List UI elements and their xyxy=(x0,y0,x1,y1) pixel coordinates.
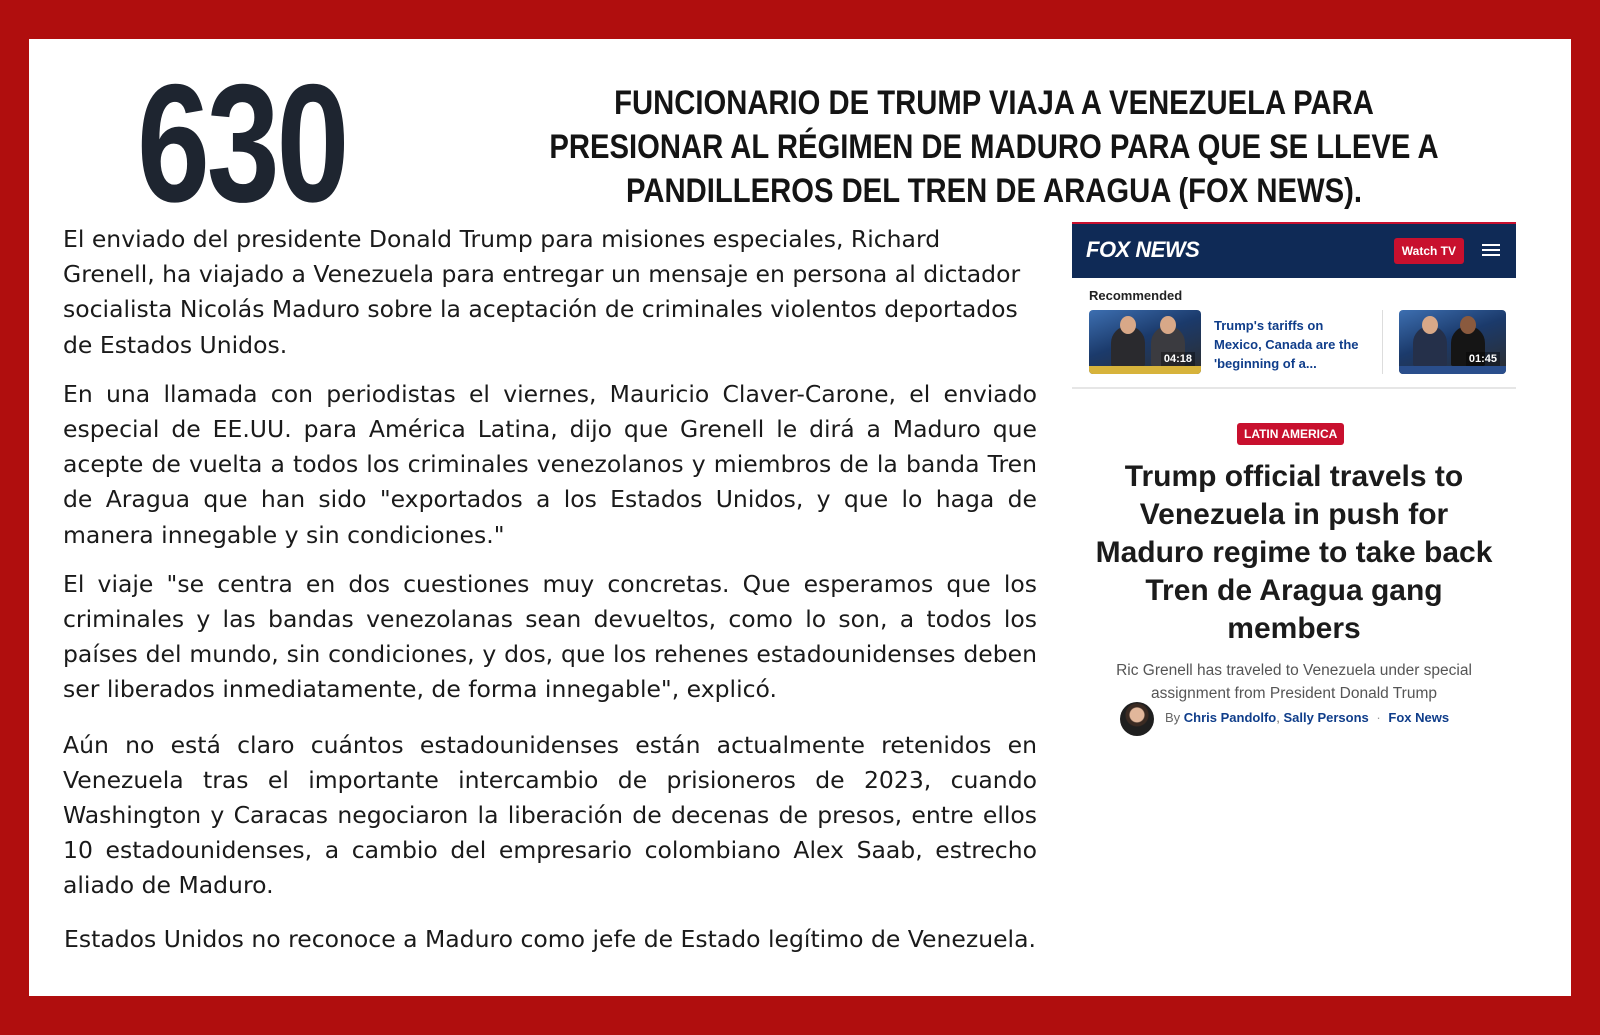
author-link[interactable]: Chris Pandolfo xyxy=(1183,710,1277,725)
recommended-row xyxy=(1072,310,1516,380)
author-link[interactable]: Sally Persons xyxy=(1283,710,1369,725)
watch-tv-button[interactable]: Watch TV xyxy=(1394,238,1464,264)
divider xyxy=(1072,387,1516,389)
fox-news-logo[interactable]: FOX NEWS xyxy=(1086,237,1200,262)
person-face xyxy=(1460,316,1476,334)
fox-article-subtitle: Ric Grenell has traveled to Venezuela under special assignment from President Donald Trump xyxy=(1116,662,1472,702)
recommended-video-title[interactable]: Trump's tariffs on Mexico, Canada are the 'beginning of a... xyxy=(1214,318,1359,371)
fox-news-screenshot xyxy=(1072,222,1516,762)
content-card xyxy=(29,39,1571,996)
person-face xyxy=(1120,316,1136,334)
byline xyxy=(1120,702,1480,738)
chyron-band xyxy=(1089,366,1201,374)
video-thumbnail[interactable] xyxy=(1399,310,1506,374)
article-paragraph: Estados Unidos no reconoce a Maduro como jefe de Estado legítimo de Venezuela. xyxy=(64,924,1036,953)
person-face xyxy=(1160,316,1176,334)
divider xyxy=(1382,310,1383,374)
article-paragraph: En una llamada con periodistas el viernes, Mauricio Claver-Carone, el enviado especial de EE.UU. para América Latina, dijo que Grenell le dirá a Maduro que acepte de vuelta a todos los criminales venezolanos y miembros de la banda Tren de Aragua que han sido "exportados a los Estados Unidos, y que lo haga de manera innegable y sin condiciones." xyxy=(63,379,1037,549)
recommended-label: Recommended xyxy=(1089,288,1183,303)
by-label: By xyxy=(1165,710,1181,725)
byline-text xyxy=(1165,710,1449,725)
video-thumbnail[interactable] xyxy=(1089,310,1201,374)
page-headline: FUNCIONARIO DE TRUMP VIAJA A VENEZUELA PARA PRESIONAR AL RÉGIMEN DE MADURO PARA QUE SE LLEVE A PANDILLEROS DEL TREN DE ARAGUA (FOX NEWS). xyxy=(549,84,1439,210)
item-number: 630 xyxy=(137,49,347,237)
article-paragraph: El viaje "se centra en dos cuestiones muy concretas. Que esperamos que los criminales y las bandas venezolanas sean devueltos, como lo son, a todos los países del mundo, sin condiciones, y dos, que los rehenes estadounidenses deben ser liberados inmediatamente, de forma innegable", explicó. xyxy=(63,569,1037,704)
article-paragraph: El enviado del presidente Donald Trump para misiones especiales, Richard Grenell, ha viajado a Venezuela para entregar un mensaje en persona al dictador socialista Nicolás Maduro sobre la aceptación de criminales violentos deportados de Estados Unidos. xyxy=(63,225,1021,359)
hamburger-menu-icon[interactable] xyxy=(1482,244,1500,256)
category-tag[interactable]: LATIN AMERICA xyxy=(1237,423,1344,445)
dot-separator: · xyxy=(1376,710,1381,725)
video-duration: 01:45 xyxy=(1466,352,1500,366)
person-face xyxy=(1422,316,1438,334)
article-paragraph: Aún no está claro cuántos estadounidenses están actualmente retenidos en Venezuela tras el importante intercambio de prisioneros de 2023, cuando Washington y Caracas negociaron la liberación de decenas de presos, entre ellos 10 estadounidenses, a cambio del empresario colombiano Alex Saab, estrecho aliado de Maduro. xyxy=(63,730,1037,900)
fox-article-title: Trump official travels to Venezuela in push for Maduro regime to take back Tren de Aragua gang members xyxy=(1095,460,1493,645)
author-avatar xyxy=(1120,702,1154,736)
fox-header xyxy=(1072,222,1516,278)
chyron-band xyxy=(1399,366,1506,374)
outlet-link[interactable]: Fox News xyxy=(1388,710,1450,725)
video-duration: 04:18 xyxy=(1161,352,1195,366)
article-body xyxy=(63,222,1037,957)
author-separator: , xyxy=(1276,710,1280,725)
